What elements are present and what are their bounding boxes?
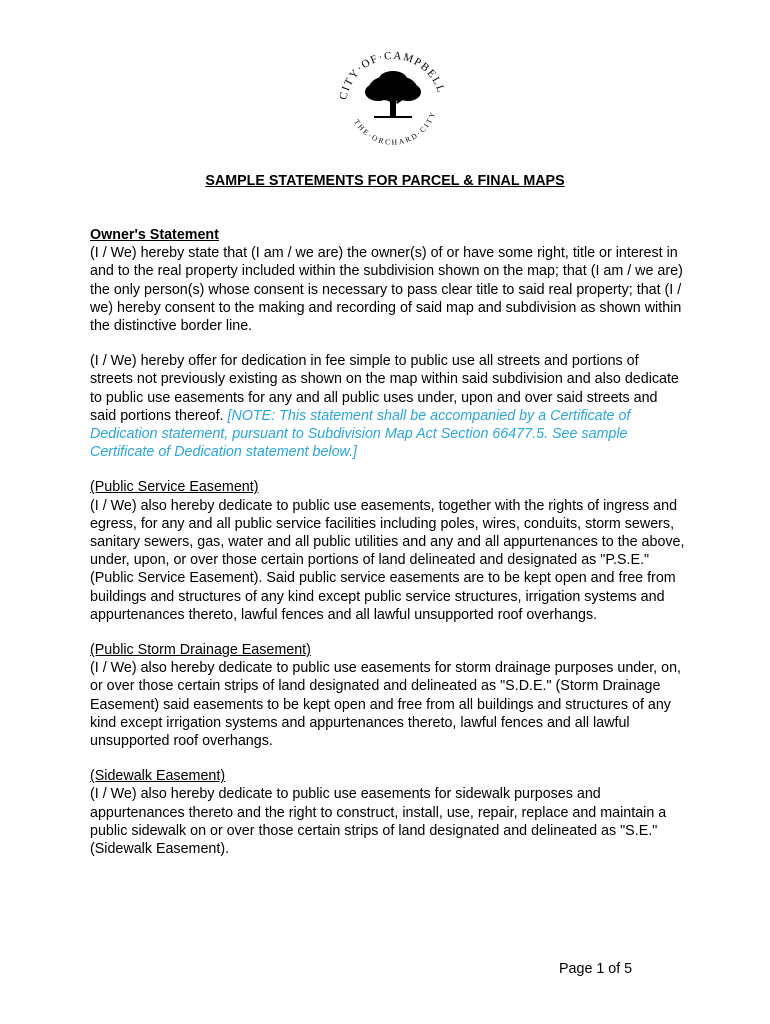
dedication-paragraph [90,352,685,461]
se-heading: (Sidewalk Easement) [90,768,226,785]
sde-heading: (Public Storm Drainage Easement) [90,642,311,659]
oak-tree-icon [330,36,456,162]
svg-text:THE·ORCHARD·CITY: THE·ORCHARD·CITY [352,109,438,147]
document-title: SAMPLE STATEMENTS FOR PARCEL & FINAL MAPS [205,173,565,189]
document-body [90,226,685,875]
pse-section [90,478,685,624]
sde-section [90,641,685,750]
page-number: Page 1 of 5 [559,961,633,977]
se-section [90,767,685,858]
owners-statement-section [90,226,685,335]
svg-text:CITY·OF·CAMPBELL: CITY·OF·CAMPBELL [337,49,448,101]
owners-statement-para1: (I / We) hereby state that (I am / we are) the owner(s) of or have some right, title or interest in and to the real property included within the subdivision shown on the map; that (I am / we are) the only person(s) whose consent is necessary to pass clear title to said real property; that (I / we) hereby consent to the making and recording of said map and subdivision as shown within the distinctive border line. [90,245,683,335]
owners-statement-heading: Owner's Statement [90,227,219,243]
pse-heading: (Public Service Easement) [90,479,259,496]
dedication-note: [NOTE: This statement shall be accompanied by a Certificate of Dedication statement, pursuant to Subdivision Map Act Section 66477.5. See sample Certificate of Dedication statement below.] [90,407,631,461]
sde-text: (I / We) also hereby dedicate to public use easements for storm drainage purposes under, on, or over those certain strips of land designated and delineated as "S.D.E." (Storm Drainage Easement) said easements to be kept open and free from all buildings and structures of any kind except irrigation systems and appurtenances thereto, lawful fences and all lawful unsupported roof overhangs. [90,660,682,750]
se-text: (I / We) also hereby dedicate to public use easements for sidewalk purposes and appurtenances thereto and the right to construct, install, use, repair, replace and maintain a public sidewalk on or over those certain strips of land designated and delineated as "S.E." (Sidewalk Easement). [90,786,667,858]
dedication-text: (I / We) hereby offer for dedication in fee simple to public use all streets and portions of streets not previously existing as shown on the map within said subdivision and also dedicate to public use easements for any and all public uses under, upon and over said streets and said portions thereof. [90,353,679,424]
city-seal-logo [330,36,456,162]
pse-text: (I / We) also hereby dedicate to public use easements, together with the rights of ingress and egress, for any and all public service facilities including poles, wires, conduits, storm sewers, sanitary sewers, gas, water and all public utilities and any and all appurtenances to the above, under, upon, or over those certain portions of land delineated and designated as "P.S.E." (Public Service Easement). Said public service easements are to be kept open and free from buildings and structures of any kind except public service structures, irrigation systems and appurtenances thereto, lawful fences and all lawful unsupported roof overhangs. [90,497,685,623]
